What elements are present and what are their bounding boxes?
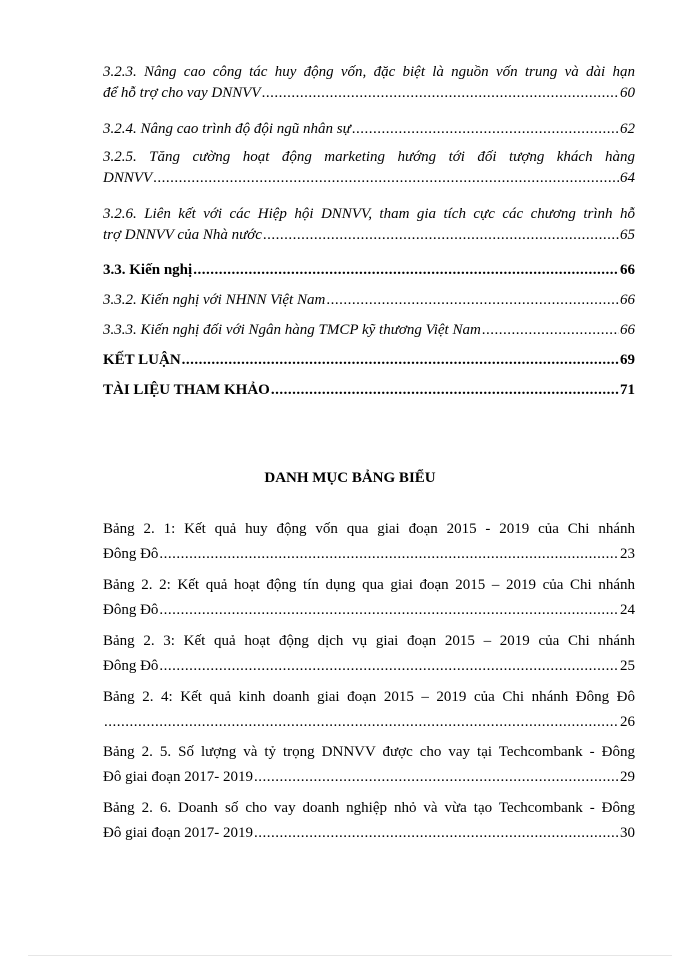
table-list-entry[interactable] <box>103 633 635 675</box>
tables-heading: DANH MỤC BẢNG BIỂU <box>264 470 436 486</box>
table-entry-text: Bảng 2. 3: Kết quả hoạt động dịch vụ giai đoạn 2015 – 2019 của Chi nhánh <box>103 633 635 649</box>
dot-leader <box>104 714 619 731</box>
table-entry-text: Bảng 2. 2: Kết quả hoạt động tín dụng qua giai đoạn 2015 – 2019 của Chi nhánh <box>103 577 635 593</box>
toc-page-number: 64 <box>620 170 635 186</box>
toc-entry[interactable] <box>103 352 635 369</box>
dot-leader <box>159 546 619 563</box>
table-entry-text: Bảng 2. 4: Kết quả kinh doanh giai đoạn 2015 – 2019 của Chi nhánh Đông Đô <box>103 689 635 705</box>
table-page-number: 24 <box>620 602 635 618</box>
toc-entry[interactable] <box>103 292 635 309</box>
toc-entry-text: 3.2.6. Liên kết với các Hiệp hội DNNVV, tham gia tích cực các chương trình hỗ <box>103 206 635 222</box>
toc-page-number: 62 <box>620 121 635 137</box>
table-entry-text: Bảng 2. 1: Kết quả huy động vốn qua giai đoạn 2015 - 2019 của Chi nhánh <box>103 521 635 537</box>
dot-leader <box>193 262 619 279</box>
toc-page-number: 65 <box>620 227 635 243</box>
dot-leader <box>352 121 619 138</box>
table-list-entry[interactable] <box>103 744 635 786</box>
table-page-number: 26 <box>620 714 635 730</box>
toc-entry[interactable] <box>103 121 635 138</box>
table-page-number: 29 <box>620 769 635 785</box>
toc-entry-text: 3.2.4. Nâng cao trình độ đội ngũ nhân sự <box>103 121 351 137</box>
dot-leader <box>326 292 619 309</box>
toc-entry-text: trợ DNNVV của Nhà nước <box>103 227 262 243</box>
table-page-number: 25 <box>620 658 635 674</box>
dot-leader <box>159 658 619 675</box>
table-entry-text: Đông Đô <box>103 658 159 674</box>
toc-entry-text: TÀI LIỆU THAM KHẢO <box>103 382 270 398</box>
table-page-number: 30 <box>620 825 635 841</box>
toc-entry-text: để hỗ trợ cho vay DNNVV <box>103 85 261 101</box>
table-entry-text: Bảng 2. 5. Số lượng và tỷ trọng DNNVV được cho vay tại Techcombank - Đông <box>103 744 635 760</box>
dot-leader <box>182 352 619 369</box>
toc-entry[interactable] <box>103 206 635 244</box>
toc-entry[interactable] <box>103 262 635 279</box>
toc-entry[interactable] <box>103 149 635 187</box>
table-list-entry[interactable] <box>103 689 635 731</box>
page-bottom-divider <box>28 955 672 956</box>
toc-entry-text: 3.2.3. Nâng cao công tác huy động vốn, đặc biệt là nguồn vốn trung và dài hạn <box>103 64 635 80</box>
table-entry-text: Đô giai đoạn 2017- 2019 <box>103 825 253 841</box>
table-entry-text: Đô giai đoạn 2017- 2019 <box>103 769 253 785</box>
table-list-entry[interactable] <box>103 577 635 619</box>
dot-leader <box>262 85 619 102</box>
table-entry-text: Đông Đô <box>103 546 159 562</box>
dot-leader <box>153 170 619 187</box>
toc-entry-text: 3.3.3. Kiến nghị đối với Ngân hàng TMCP kỹ thương Việt Nam <box>103 322 481 338</box>
toc-entry-text: 3.3.2. Kiến nghị với NHNN Việt Nam <box>103 292 326 308</box>
toc-entry[interactable] <box>103 382 635 399</box>
toc-entry[interactable] <box>103 64 635 102</box>
toc-page-number: 66 <box>620 292 635 308</box>
dot-leader <box>254 769 619 786</box>
dot-leader <box>263 227 619 244</box>
dot-leader <box>271 382 619 399</box>
table-list-entry[interactable] <box>103 800 635 842</box>
toc-entry-text: 3.2.5. Tăng cường hoạt động marketing hướng tới đối tượng khách hàng <box>103 149 635 165</box>
toc-page-number: 66 <box>620 322 635 338</box>
toc-entry-text: DNNVV <box>103 170 153 186</box>
table-list-entry[interactable] <box>103 521 635 563</box>
dot-leader <box>482 322 619 339</box>
toc-page-number: 66 <box>620 262 635 278</box>
toc-entry[interactable] <box>103 322 635 339</box>
toc-page-number: 60 <box>620 85 635 101</box>
toc-page-number: 69 <box>620 352 635 368</box>
table-entry-text: Bảng 2. 6. Doanh số cho vay doanh nghiệp nhỏ và vừa tạo Techcombank - Đông <box>103 800 635 816</box>
toc-entry-text: KẾT LUẬN <box>103 352 181 368</box>
dot-leader <box>159 602 619 619</box>
toc-entry-text: 3.3. Kiến nghị <box>103 262 193 278</box>
dot-leader <box>254 825 619 842</box>
toc-page-number: 71 <box>620 382 635 398</box>
table-page-number: 23 <box>620 546 635 562</box>
table-entry-text: Đông Đô <box>103 602 159 618</box>
